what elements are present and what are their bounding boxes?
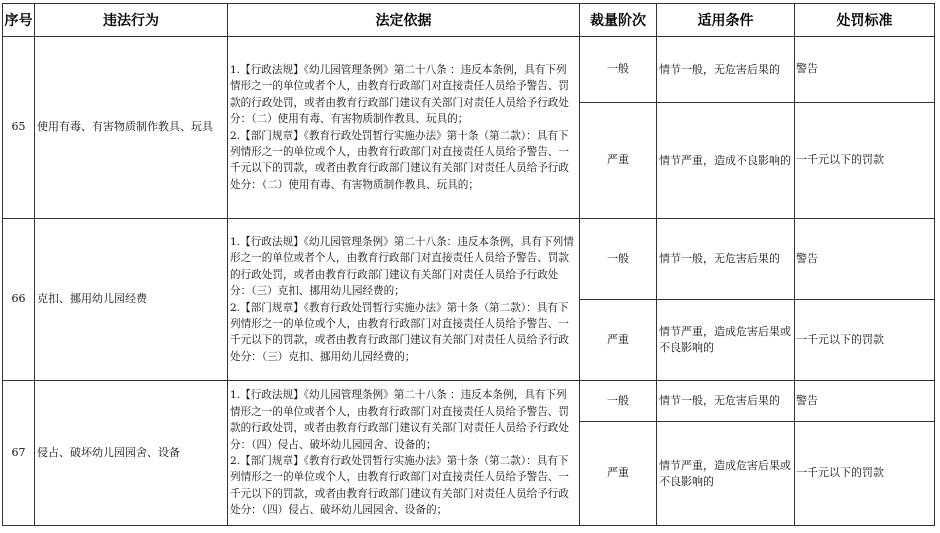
row-seq: 65 <box>3 37 35 219</box>
table-row <box>3 219 935 300</box>
basis-item: 1.【行政法规】《幼儿园管理条例》第二十八条：违反本条例，具有下列情形之一的单位或者个人，由教育行政部门对直接责任人员给予警告、罚款的行政处罚，或者由教育行政部门建议有关部门对责任人员给予行政处分：（三）克扣、挪用幼儿园经费的； <box>230 235 574 298</box>
row-condition: 情节严重，造成危害后果或不良影响的 <box>657 300 795 381</box>
row-condition: 情节一般，无危害后果的 <box>657 381 795 422</box>
row-standard: 警告 <box>795 37 935 103</box>
table-row <box>3 381 935 422</box>
row-level: 一般 <box>580 219 657 300</box>
row-condition: 情节一般，无危害后果的 <box>657 219 795 300</box>
row-condition: 情节严重，造成危害后果或不良影响的 <box>657 422 795 526</box>
table-row <box>3 37 935 103</box>
row-violation: 克扣、挪用幼儿园经费 <box>35 219 228 381</box>
row-level: 严重 <box>580 300 657 381</box>
header-violation: 违法行为 <box>35 4 228 37</box>
header-condition: 适用条件 <box>657 4 795 37</box>
row-legal-basis <box>228 219 580 381</box>
row-legal-basis <box>228 37 580 219</box>
row-violation: 使用有毒、有害物质制作教具、玩具 <box>35 37 228 219</box>
row-standard: 警告 <box>795 219 935 300</box>
penalty-table-container <box>2 3 934 526</box>
row-standard: 一千元以下的罚款 <box>795 422 935 526</box>
row-level: 严重 <box>580 103 657 219</box>
row-level: 一般 <box>580 37 657 103</box>
header-penalty-standard: 处罚标准 <box>795 4 935 37</box>
row-standard: 一千元以下的罚款 <box>795 103 935 219</box>
row-legal-basis <box>228 381 580 526</box>
row-seq: 66 <box>3 219 35 381</box>
basis-item: 2.【部门规章】《教育行政处罚暂行实施办法》第十条（第二款）：具有下列情形之一的单位或个人，由教育行政部门对直接责任人员给予警告、一千元以下的罚款，或者由教育行政部门建议有关部门对责任人员给予行政处分：（三）克扣、挪用幼儿园经费的； <box>230 301 569 363</box>
header-legal-basis: 法定依据 <box>228 4 580 37</box>
header-row <box>3 4 935 37</box>
row-standard: 一千元以下的罚款 <box>795 300 935 381</box>
basis-item: 2.【部门规章】《教育行政处罚暂行实施办法》第十条（第二款）：具有下列情形之一的单位或个人，由教育行政部门对直接责任人员给予警告、一千元以下的罚款，或者由教育行政部门建议有关部门对责任人员给予行政处分：（四）侵占、破坏幼儿园园舍、设备的； <box>230 455 569 517</box>
row-level: 一般 <box>580 381 657 422</box>
basis-item: 2.【部门规章】《教育行政处罚暂行实施办法》第十条（第二款）：具有下列情形之一的单位或个人，由教育行政部门对直接责任人员给予警告、一千元以下的罚款，或者由教育行政部门建议有关部门对责任人员给予行政处分：（二）使用有毒、有害物质制作教具、玩具的； <box>230 129 569 191</box>
row-condition: 情节严重，造成不良影响的 <box>657 103 795 219</box>
basis-item: 1.【行政法规】《幼儿园管理条例》第二十八条 ：违反本条例，具有下列情形之一的单位或者个人，由教育行政部门对直接责任人员给予警告、罚款的行政处罚，或者由教育行政部门建议有关部门对责任人员给予行政处分：（二）使用有毒、有害物质制作教具、玩具的； <box>230 63 569 126</box>
row-level: 严重 <box>580 422 657 526</box>
header-seq: 序号 <box>3 4 35 37</box>
basis-item: 1.【行政法规】《幼儿园管理条例》第二十八条 ：违反本条例，具有下列情形之一的单位或者个人，由教育行政部门对直接责任人员给予警告、罚款的行政处罚，或者由教育行政部门建议有关部门对责任人员给予行政处分：（四）侵占、破坏幼儿园园舍、设备的； <box>230 389 569 451</box>
row-seq: 67 <box>3 381 35 526</box>
row-standard: 警告 <box>795 381 935 422</box>
row-condition: 情节一般，无危害后果的 <box>657 37 795 103</box>
header-discretion-level: 裁量阶次 <box>580 4 657 37</box>
row-violation: 侵占、破坏幼儿园园舍、设备 <box>35 381 228 526</box>
penalty-table <box>2 3 935 526</box>
